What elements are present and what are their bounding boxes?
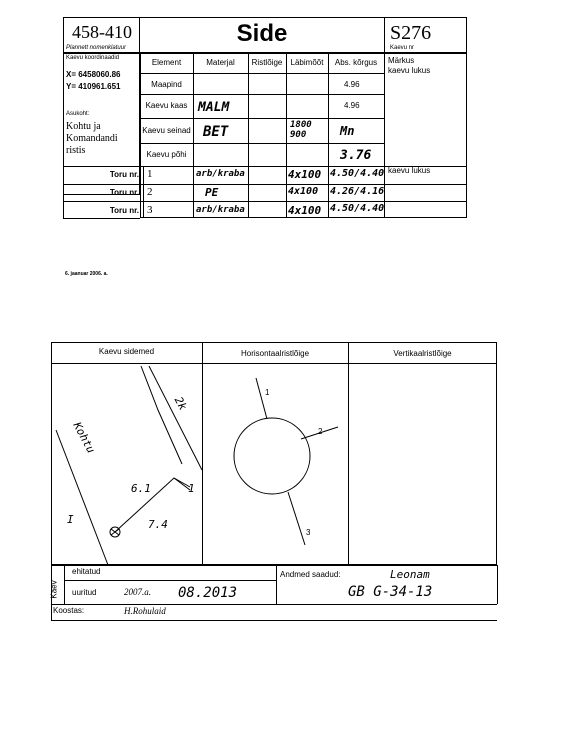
pipe-material: arb/kraba [196,205,245,215]
row-height: 4.96 [344,101,360,110]
pipe-material: PE [205,186,219,199]
pipe-diameter: 4x100 [288,168,322,181]
pipe-label: Toru nr. [109,170,139,179]
page-title: Side [236,20,288,47]
row-label: Maapind [151,80,182,89]
pipe-label: Toru nr. [109,206,139,215]
sketch-title-3: Vertikaalristlõige [393,349,452,358]
pipe-diameter: 4x100 [288,204,322,217]
pipe-diameter: 4x100 [288,186,319,197]
pipe-height: 4.50/4.40 [330,203,385,214]
print-date: 6. jaanuar 2006. a. [65,271,108,277]
pipe-line-3 [288,492,305,545]
col-diameter: Läbimõõt [290,58,324,67]
row-label: Kaevu kaas [145,101,188,110]
pipe-height: 4.50/4.40 [330,168,385,179]
location-line-3: ristis [66,145,86,156]
location-line-1: Kohtu ja [66,121,101,132]
street-line [149,366,202,470]
distance-a: 6.1 [131,482,151,495]
pipe-line-1 [256,378,270,419]
source-label: Andmed saadud: [280,570,341,579]
street-line [56,430,108,565]
pipe-note: kaevu lukus [388,166,431,175]
author-label: Koostas: [53,606,85,615]
survey-date: 08.2013 [178,585,238,601]
source-hand-2: GB G-34-13 [348,584,433,600]
uuritud-label: uuritud [72,588,97,597]
survey-year: 2007.a. [124,587,151,597]
sketch-title-1: Kaevu sidemed [98,347,155,356]
pipe-num: 2 [147,186,153,198]
pipe-num: 3 [147,204,153,216]
well-number: S276 [390,22,432,44]
pipe-label-2: 2 [318,427,323,436]
col-height: Abs. kõrgus [334,58,378,67]
coord-y: Y= 410961.651 [66,82,121,91]
row-diameter: 1800 900 [290,120,312,140]
well-cross-section [234,418,310,494]
source-hand-1: Leonam [390,568,430,581]
location-label: Asukoht: [66,111,90,117]
ehitatud-label: ehitatud [72,567,101,576]
distance-b: 7.4 [148,518,168,531]
col-note: Märkus [388,56,415,65]
sketch-title-2: Horisontaalristlõige [240,349,310,358]
row-height: Mn [340,124,355,138]
map-number-label: Plannett nomenklatuur [66,45,127,51]
pipe-num: 1 [147,168,153,180]
street-label: Kohtu [70,420,98,456]
pipe-height: 4.26/4.16 [330,186,385,197]
manhole-icon [111,529,119,535]
row-label: Kaevu põhi [146,150,187,159]
author-name: H.Rohulaid [124,606,166,616]
well-number-label: Kaevu nr [390,45,415,51]
location-line-2: Komandandi [66,133,118,144]
label-2k: 2k [171,394,190,413]
note-top: kaevu lukus [388,66,431,75]
row-material: BET [203,124,229,140]
pipe-label-1: 1 [265,388,270,397]
row-height: 3.76 [340,148,372,163]
row-label: Kaevu seinad [142,126,191,135]
pipe-num-1: 1 [188,482,195,495]
map-number: 458-410 [72,22,132,42]
col-cross: Ristlõige [251,58,283,67]
coord-x: X= 6458060.86 [66,70,121,79]
pipe-label: Toru nr. [109,188,139,197]
col-element: Element [151,58,182,67]
row-height: 4.96 [344,80,360,89]
kaev-label: Kaev [49,580,59,599]
pipe-label-3: 3 [306,528,311,537]
coord-label: Kaevu koordinaadid [66,55,120,61]
row-material: MALM [198,100,230,115]
street-line [141,366,182,464]
pipe-material: arb/kraba [196,169,245,179]
roman-label: I [67,513,74,526]
col-material: Materjal [206,58,235,67]
